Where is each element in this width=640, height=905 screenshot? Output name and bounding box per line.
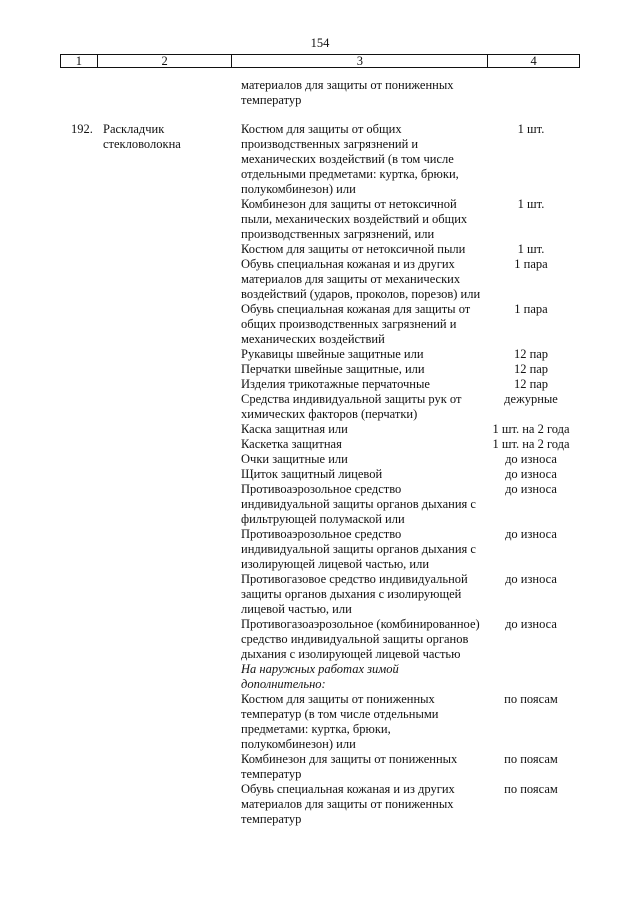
item-name: Костюм для защиты от пониженных температур (в том числе отдельными предметами: куртка, брюки, полукомбинезон) или: [241, 692, 439, 751]
list-item: [241, 362, 581, 377]
item-name: Средства индивидуальной защиты рук от химических факторов (перчатки): [241, 392, 462, 421]
list-item: [241, 617, 581, 662]
item-quantity: до износа: [505, 467, 557, 481]
list-item: [241, 197, 581, 242]
item-quantity: до износа: [505, 527, 557, 541]
item-name: Противогазоаэрозольное (комбинированное) средство индивидуальной защиты органов дыхания с изолирующей лицевой частью: [241, 617, 480, 661]
item-name: Комбинезон для защиты от нетоксичной пыли, механических воздействий и общих производственных загрязнений, или: [241, 197, 468, 241]
item-quantity: дежурные: [504, 392, 558, 406]
item-name: Обувь специальная кожаная и из других материалов для защиты от механических воздействий (ударов, проколов, порезов) или: [241, 257, 481, 301]
list-item: [241, 482, 581, 527]
column-header-4: 4: [530, 54, 537, 68]
item-quantity: 1 пара: [514, 257, 548, 271]
column-header-2: 2: [98, 55, 232, 67]
item-quantity: по поясам: [504, 692, 558, 706]
item-name: Очки защитные или: [241, 452, 348, 466]
item-quantity: 12 пар: [513, 362, 549, 376]
equipment-list: [241, 122, 581, 827]
list-item: [241, 422, 581, 437]
list-item: [241, 377, 581, 392]
list-item: [241, 347, 581, 362]
item-name: Перчатки швейные защитные, или: [241, 362, 425, 376]
list-item: [241, 467, 581, 482]
profession-name: Раскладчик стекловолокна: [103, 122, 181, 151]
column-header-3: 3: [232, 55, 488, 67]
item-quantity: 1 шт.: [517, 197, 545, 211]
carry-over-text: материалов для защиты от пониженных температур: [241, 78, 454, 107]
item-quantity: 1 шт. на 2 года: [492, 437, 570, 451]
item-quantity: до износа: [505, 482, 557, 496]
row-number: 192.: [71, 122, 93, 136]
item-name: На наружных работах зимой дополнительно:: [241, 662, 399, 691]
item-name: Каска защитная или: [241, 422, 348, 436]
item-quantity: 1 шт.: [517, 242, 545, 256]
item-name: Щиток защитный лицевой: [241, 467, 383, 481]
item-name: Обувь специальная кожаная и из других материалов для защиты от пониженных температур: [241, 782, 455, 826]
column-header-row: [60, 54, 580, 68]
item-quantity: 1 шт. на 2 года: [492, 422, 570, 436]
list-item: [241, 662, 581, 692]
page-number: 154: [310, 36, 330, 50]
item-quantity: 12 пар: [513, 377, 549, 391]
item-name: Изделия трикотажные перчаточные: [241, 377, 430, 391]
list-item: [241, 437, 581, 452]
list-item: [241, 242, 581, 257]
list-item: [241, 122, 581, 197]
list-item: [241, 302, 581, 347]
item-name: Каскетка защитная: [241, 437, 342, 451]
item-quantity: 12 пар: [513, 347, 549, 361]
list-item: [241, 257, 581, 302]
list-item: [241, 752, 581, 782]
item-name: Комбинезон для защиты от пониженных температур: [241, 752, 458, 781]
list-item: [241, 692, 581, 752]
item-quantity: до износа: [505, 572, 557, 586]
item-quantity: [481, 662, 581, 692]
item-quantity: до износа: [505, 452, 557, 466]
column-header-1: 1: [61, 55, 98, 67]
item-quantity: 1 пара: [514, 302, 548, 316]
item-quantity: до износа: [505, 617, 557, 631]
item-quantity: по поясам: [504, 752, 558, 766]
item-name: Обувь специальная кожаная для защиты от общих производственных загрязнений и механических воздействий: [241, 302, 471, 346]
list-item: [241, 392, 581, 422]
item-name: Противогазовое средство индивидуальной защиты органов дыхания с изолирующей лицевой частью, или: [241, 572, 468, 616]
item-quantity: 1 шт.: [517, 122, 545, 136]
list-item: [241, 527, 581, 572]
item-name: Противоаэрозольное средство индивидуальной защиты органов дыхания с изолирующей лицевой частью, или: [241, 527, 476, 571]
list-item: [241, 452, 581, 467]
list-item: [241, 782, 581, 827]
item-name: Костюм для защиты от нетоксичной пыли: [241, 242, 466, 256]
item-name: Костюм для защиты от общих производственных загрязнений и механических воздействий (в том числе отдельными предметами: куртка, брюки, полукомбинезон) или: [241, 122, 459, 196]
list-item: [241, 572, 581, 617]
item-name: Противоаэрозольное средство индивидуальной защиты органов дыхания с фильтрующей полумаской или: [241, 482, 476, 526]
item-quantity: по поясам: [504, 782, 558, 796]
item-name: Рукавицы швейные защитные или: [241, 347, 424, 361]
